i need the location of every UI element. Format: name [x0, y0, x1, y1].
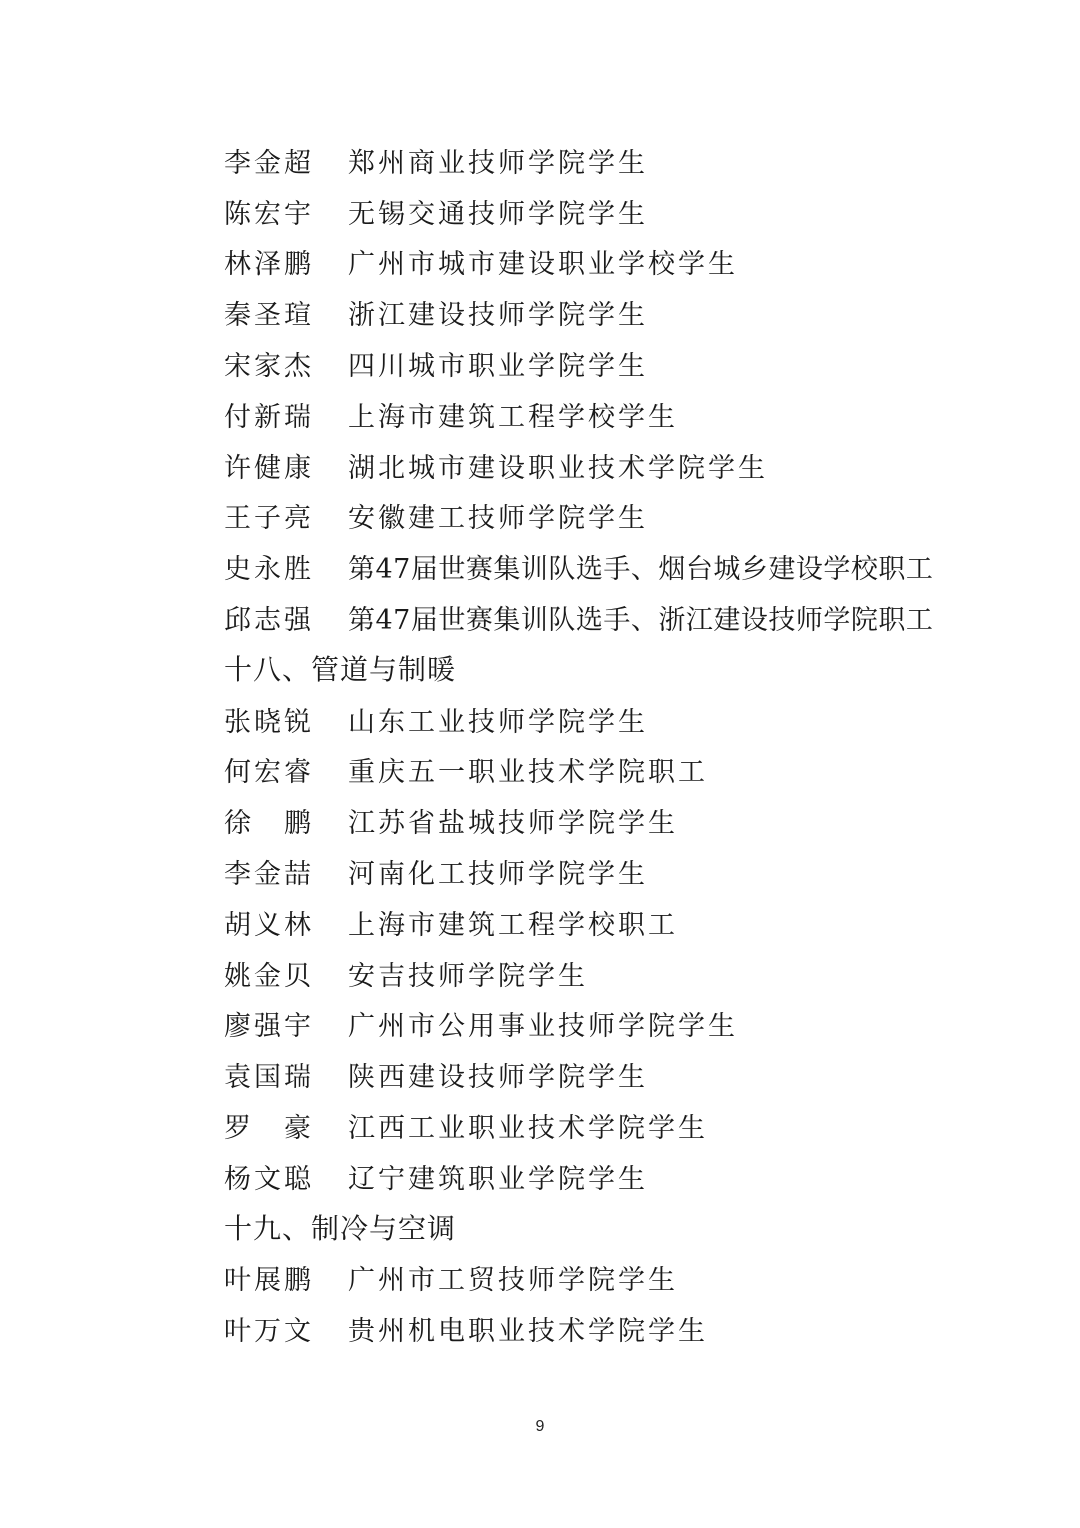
list-item — [224, 389, 984, 440]
organization: 无锡交通技师学院学生 — [348, 198, 648, 230]
list-item — [224, 1253, 984, 1304]
person-name: 叶展鹏 — [224, 1265, 314, 1297]
person-name: 林泽鹏 — [224, 249, 314, 281]
list-item — [224, 1303, 984, 1354]
organization: 上海市建筑工程学校学生 — [348, 401, 678, 433]
organization: 辽宁建筑职业学院学生 — [348, 1163, 648, 1195]
person-name: 徐 鹏 — [224, 808, 314, 840]
organization: 安徽建工技师学院学生 — [348, 503, 648, 535]
organization: 广州市工贸技师学院学生 — [348, 1265, 678, 1297]
list-item — [224, 338, 984, 389]
person-name: 陈宏宇 — [224, 198, 314, 230]
organization: 第47届世赛集训队选手、烟台城乡建设学校职工 — [348, 554, 934, 586]
organization: 陕西建设技师学院学生 — [348, 1062, 648, 1094]
person-name: 王子亮 — [224, 503, 314, 535]
list-item — [224, 1100, 984, 1151]
organization: 重庆五一职业技术学院职工 — [348, 757, 708, 789]
organization: 安吉技师学院学生 — [348, 960, 588, 992]
list-item — [224, 491, 984, 542]
list-item — [224, 592, 984, 643]
organization: 广州市公用事业技师学院学生 — [348, 1011, 738, 1043]
list-item — [224, 948, 984, 999]
person-name: 罗 豪 — [224, 1113, 314, 1145]
person-name: 袁国瑞 — [224, 1062, 314, 1094]
person-name: 史永胜 — [224, 554, 314, 586]
organization: 浙江建设技师学院学生 — [348, 300, 648, 332]
list-item — [224, 694, 984, 745]
organization: 郑州商业技师学院学生 — [348, 147, 648, 179]
list-item — [224, 897, 984, 948]
person-name: 李金超 — [224, 147, 314, 179]
organization: 江苏省盐城技师学院学生 — [348, 808, 678, 840]
person-name: 秦圣瑄 — [224, 300, 314, 332]
person-name: 许健康 — [224, 452, 314, 484]
list-item — [224, 745, 984, 796]
person-name: 付新瑞 — [224, 401, 314, 433]
organization: 山东工业技师学院学生 — [348, 706, 648, 738]
list-item — [224, 186, 984, 237]
section-heading: 十九、制冷与空调 — [224, 1212, 457, 1246]
list-item — [224, 135, 984, 186]
list-item — [224, 1049, 984, 1100]
section-heading: 十八、管道与制暖 — [224, 653, 457, 687]
organization: 贵州机电职业技术学院学生 — [348, 1316, 708, 1348]
person-name: 杨文聪 — [224, 1163, 314, 1195]
page-number: 9 — [535, 1418, 545, 1435]
list-item — [224, 795, 984, 846]
organization: 湖北城市建设职业技术学院学生 — [348, 452, 768, 484]
organization: 广州市城市建设职业学校学生 — [348, 249, 738, 281]
person-name: 李金喆 — [224, 859, 314, 891]
person-name: 张晓锐 — [224, 706, 314, 738]
organization: 上海市建筑工程学校职工 — [348, 909, 678, 941]
list-item — [224, 1151, 984, 1202]
person-name: 胡义林 — [224, 909, 314, 941]
organization: 河南化工技师学院学生 — [348, 859, 648, 891]
organization: 四川城市职业学院学生 — [348, 351, 648, 383]
list-item — [224, 287, 984, 338]
person-name: 何宏睿 — [224, 757, 314, 789]
person-name: 廖强宇 — [224, 1011, 314, 1043]
organization: 第47届世赛集训队选手、浙江建设技师学院职工 — [348, 605, 934, 637]
person-name: 叶万文 — [224, 1316, 314, 1348]
list-item — [224, 999, 984, 1050]
list-item — [224, 237, 984, 288]
document-body — [224, 135, 984, 1354]
person-name: 姚金贝 — [224, 960, 314, 992]
list-item — [224, 440, 984, 491]
organization: 江西工业职业技术学院学生 — [348, 1113, 708, 1145]
person-name: 邱志强 — [224, 605, 314, 637]
list-item — [224, 846, 984, 897]
list-item — [224, 541, 984, 592]
person-name: 宋家杰 — [224, 351, 314, 383]
